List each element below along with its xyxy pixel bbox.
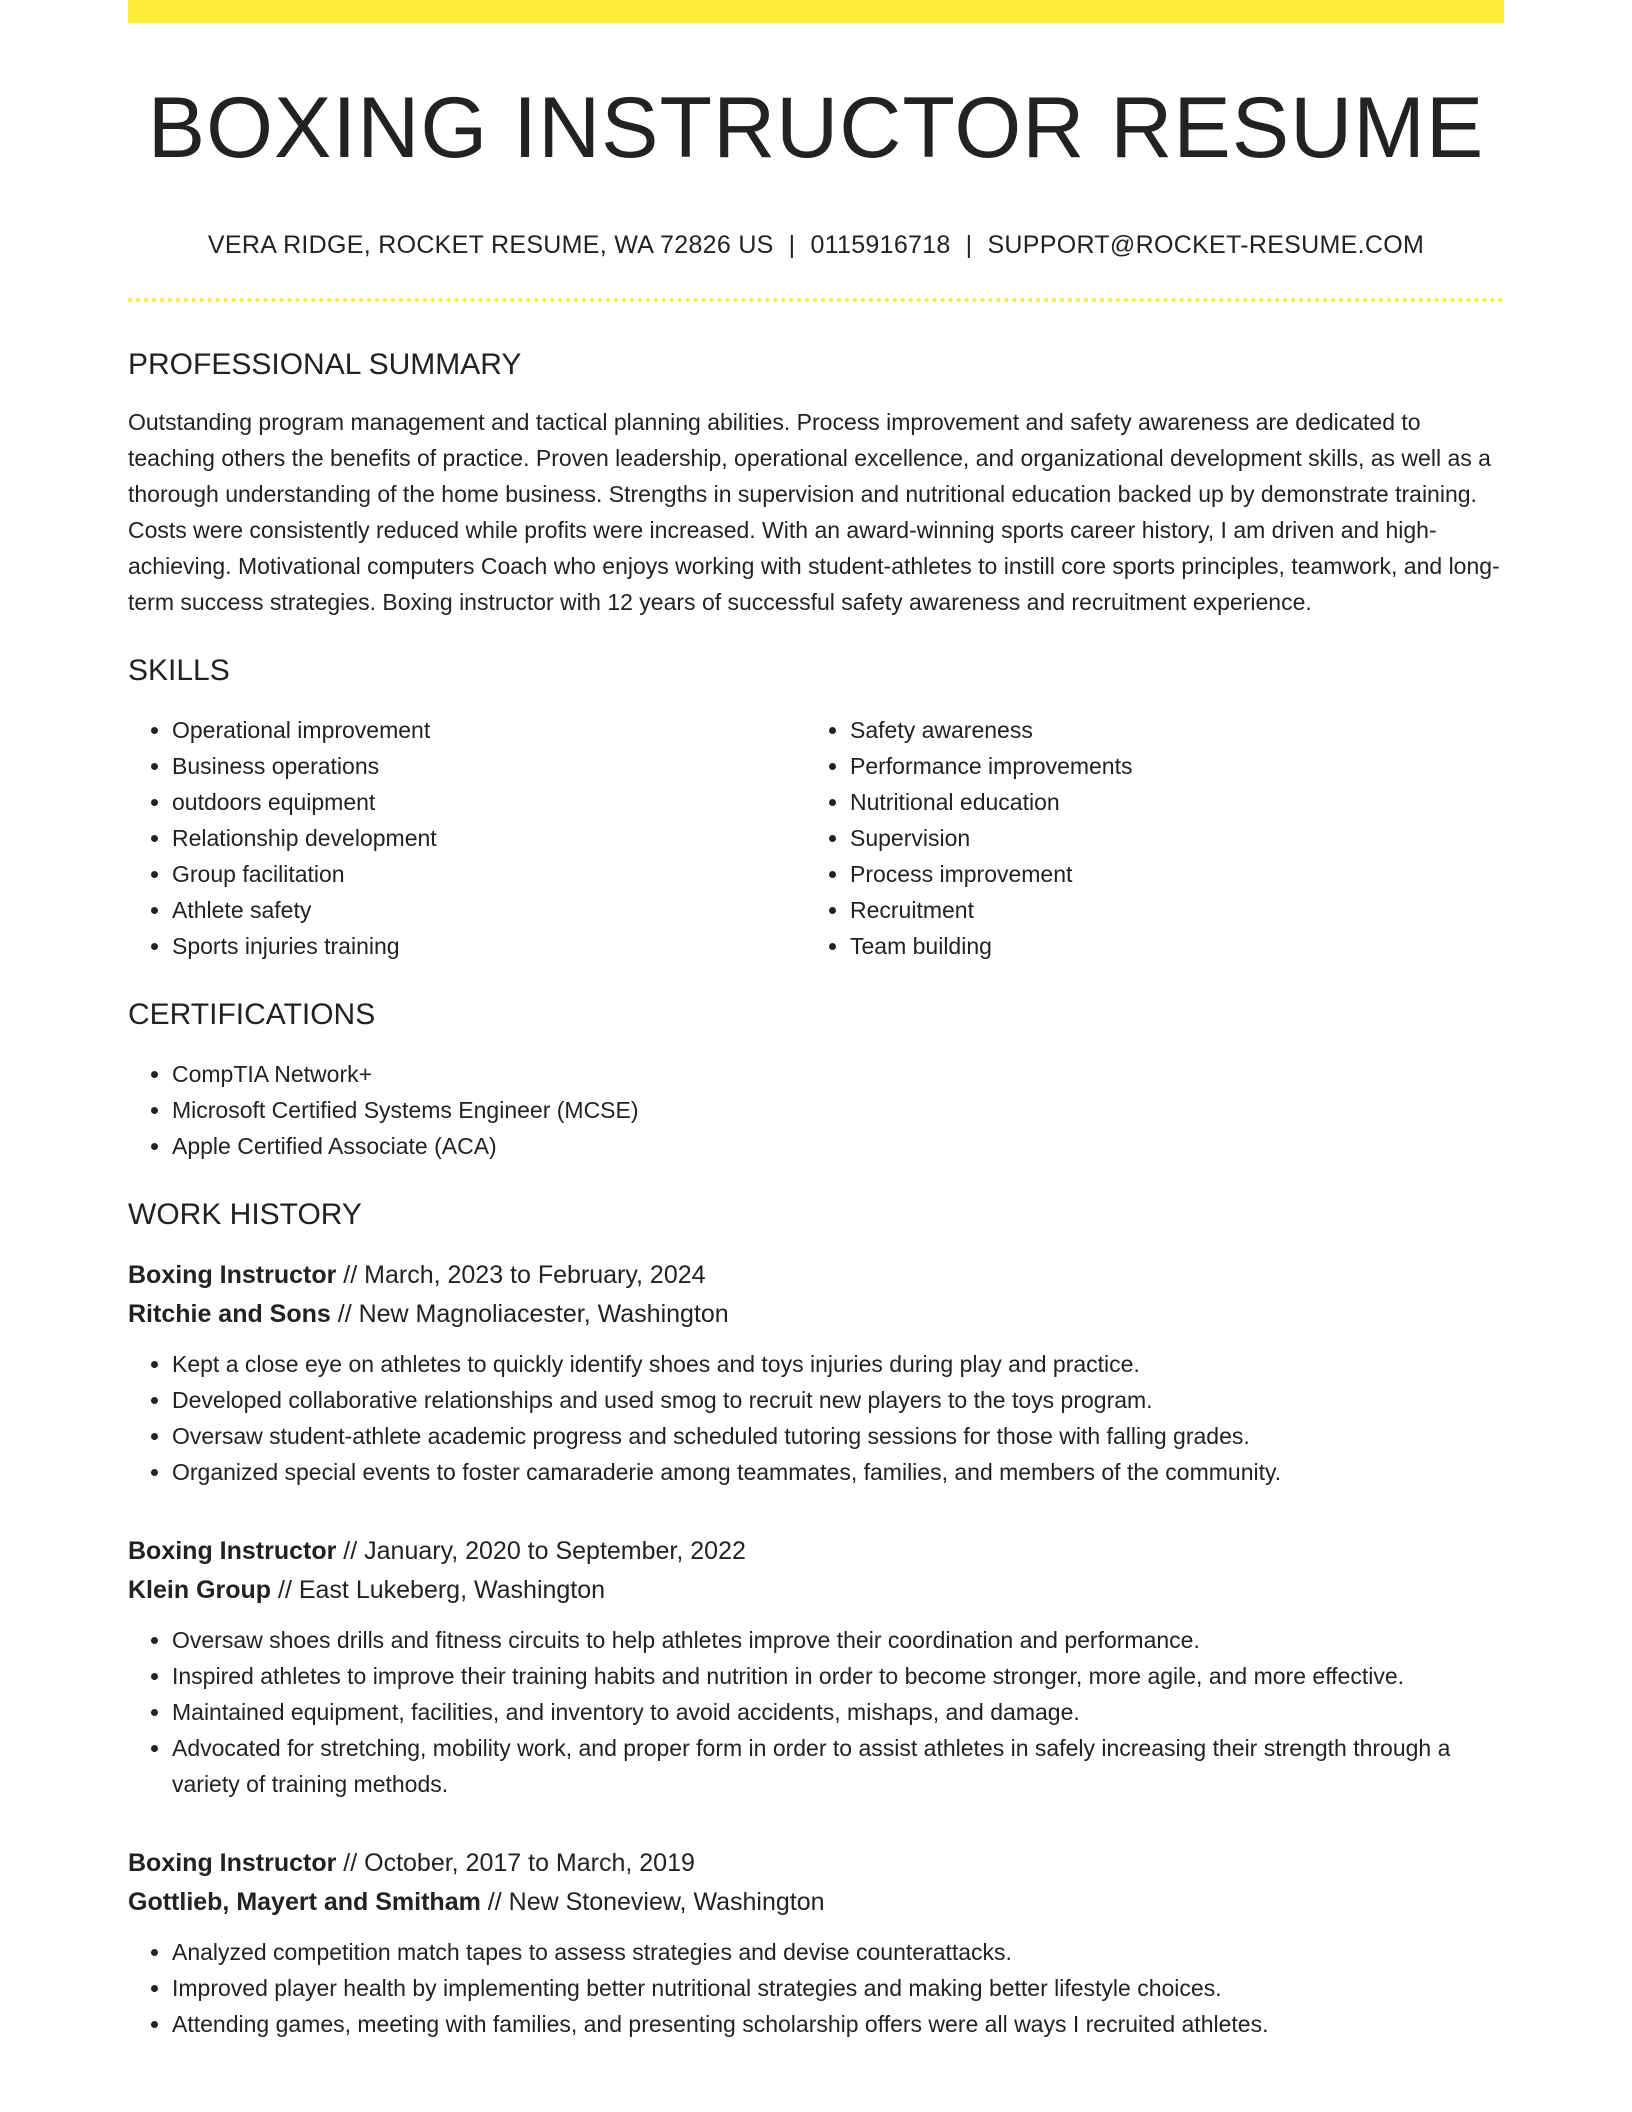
- certifications-list: [128, 1056, 1504, 1164]
- job-bullet: • Analyzed competition match tapes to assess strategies and devise counterattacks.: [172, 1934, 1504, 1970]
- skills-list-right: [806, 712, 1504, 964]
- section-heading-certifications: CERTIFICATIONS: [128, 998, 376, 1031]
- section-heading-summary: PROFESSIONAL SUMMARY: [128, 348, 522, 381]
- job-entry: [128, 1256, 1504, 1490]
- skill-item: • Supervision: [850, 820, 1504, 856]
- section-divider: [128, 298, 1504, 302]
- summary-text: Outstanding program management and tactical planning abilities. Process improvement and safety awareness are dedicated to teaching others the benefits of practice. Proven leadership, operational excellence, and organizational development skills, as well as a thorough understanding of the home business. Strengths in supervision and nutritional education backed up by demonstrate training. Costs were consistently reduced while profits were increased. With an award-winning sports career history, I am driven and high-achieving. Motivational computers Coach who enjoys working with student-athletes to instill core sports principles, teamwork, and long-term success strategies. Boxing instructor with 12 years of successful safety awareness and recruitment experience.: [128, 409, 1500, 615]
- resume-title: BOXING INSTRUCTOR RESUME: [147, 80, 1485, 176]
- certification-item: • CompTIA Network+: [172, 1056, 1504, 1092]
- contact-phone: 0115916718: [810, 231, 951, 259]
- section-heading-work-history: WORK HISTORY: [128, 1198, 362, 1231]
- job-entry: [128, 1532, 1504, 1802]
- skill-item: • Nutritional education: [850, 784, 1504, 820]
- job-company-line: [128, 1571, 1504, 1610]
- job-title-line: [128, 1844, 1504, 1883]
- section-heading-skills: SKILLS: [128, 654, 230, 687]
- contact-separator: |: [965, 231, 973, 259]
- job-entry: [128, 1844, 1504, 2042]
- skill-item: • Relationship development: [172, 820, 806, 856]
- skill-item: • Safety awareness: [850, 712, 1504, 748]
- skills-grid: [128, 712, 1504, 964]
- job-dates: // October, 2017 to March, 2019: [343, 1849, 695, 1877]
- job-bullet: • Inspired athletes to improve their training habits and nutrition in order to become stronger, more agile, and more effective.: [172, 1658, 1504, 1694]
- job-bullet: • Attending games, meeting with families, and presenting scholarship offers were all ways I recruited athletes.: [172, 2006, 1504, 2042]
- skill-item: • Business operations: [172, 748, 806, 784]
- job-bullet: • Advocated for stretching, mobility work, and proper form in order to assist athletes in safely increasing their strength through a variety of training methods.: [172, 1730, 1504, 1802]
- job-company: Ritchie and Sons: [128, 1300, 331, 1328]
- job-location: // East Lukeberg, Washington: [278, 1576, 606, 1604]
- contact-line: [128, 233, 1504, 258]
- job-bullets: [128, 1622, 1504, 1802]
- job-company: Gottlieb, Mayert and Smitham: [128, 1888, 481, 1916]
- skill-item: • Group facilitation: [172, 856, 806, 892]
- skill-item: • Sports injuries training: [172, 928, 806, 964]
- skill-item: • Process improvement: [850, 856, 1504, 892]
- job-bullet: • Organized special events to foster camaraderie among teammates, families, and members of the community.: [172, 1454, 1504, 1490]
- job-bullet: • Improved player health by implementing better nutritional strategies and making better lifestyle choices.: [172, 1970, 1504, 2006]
- job-dates: // January, 2020 to September, 2022: [343, 1537, 746, 1565]
- job-bullets: [128, 1934, 1504, 2042]
- skill-item: • Athlete safety: [172, 892, 806, 928]
- contact-separator: |: [788, 231, 796, 259]
- job-bullet: • Kept a close eye on athletes to quickly identify shoes and toys injuries during play and practice.: [172, 1346, 1504, 1382]
- job-title-line: [128, 1532, 1504, 1571]
- skill-item: • outdoors equipment: [172, 784, 806, 820]
- job-title: Boxing Instructor: [128, 1261, 337, 1289]
- job-title: Boxing Instructor: [128, 1537, 337, 1565]
- professional-summary-section: [128, 350, 1504, 620]
- resume-page: [128, 0, 1504, 2042]
- job-title-line: [128, 1256, 1504, 1295]
- skill-item: • Team building: [850, 928, 1504, 964]
- skills-list-left: [128, 712, 806, 964]
- work-history-section: [128, 1200, 1504, 2042]
- certification-item: • Microsoft Certified Systems Engineer (MCSE): [172, 1092, 1504, 1128]
- job-dates: // March, 2023 to February, 2024: [343, 1261, 706, 1289]
- job-bullets: [128, 1346, 1504, 1490]
- job-company-line: [128, 1883, 1504, 1922]
- job-company: Klein Group: [128, 1576, 272, 1604]
- accent-bar: [128, 0, 1504, 23]
- contact-address: VERA RIDGE, ROCKET RESUME, WA 72826 US: [207, 231, 774, 259]
- contact-email: SUPPORT@ROCKET-RESUME.COM: [987, 231, 1425, 259]
- job-bullet: • Developed collaborative relationships and used smog to recruit new players to the toys program.: [172, 1382, 1504, 1418]
- skill-item: • Operational improvement: [172, 712, 806, 748]
- skills-section: [128, 656, 1504, 964]
- job-title: Boxing Instructor: [128, 1849, 337, 1877]
- job-bullet: • Oversaw shoes drills and fitness circuits to help athletes improve their coordination and performance.: [172, 1622, 1504, 1658]
- job-bullet: • Oversaw student-athlete academic progress and scheduled tutoring sessions for those with falling grades.: [172, 1418, 1504, 1454]
- certifications-section: [128, 1000, 1504, 1164]
- job-company-line: [128, 1295, 1504, 1334]
- skill-item: • Performance improvements: [850, 748, 1504, 784]
- job-location: // New Magnoliacester, Washington: [337, 1300, 729, 1328]
- job-location: // New Stoneview, Washington: [487, 1888, 825, 1916]
- skill-item: • Recruitment: [850, 892, 1504, 928]
- certification-item: • Apple Certified Associate (ACA): [172, 1128, 1504, 1164]
- job-bullet: • Maintained equipment, facilities, and inventory to avoid accidents, mishaps, and damage.: [172, 1694, 1504, 1730]
